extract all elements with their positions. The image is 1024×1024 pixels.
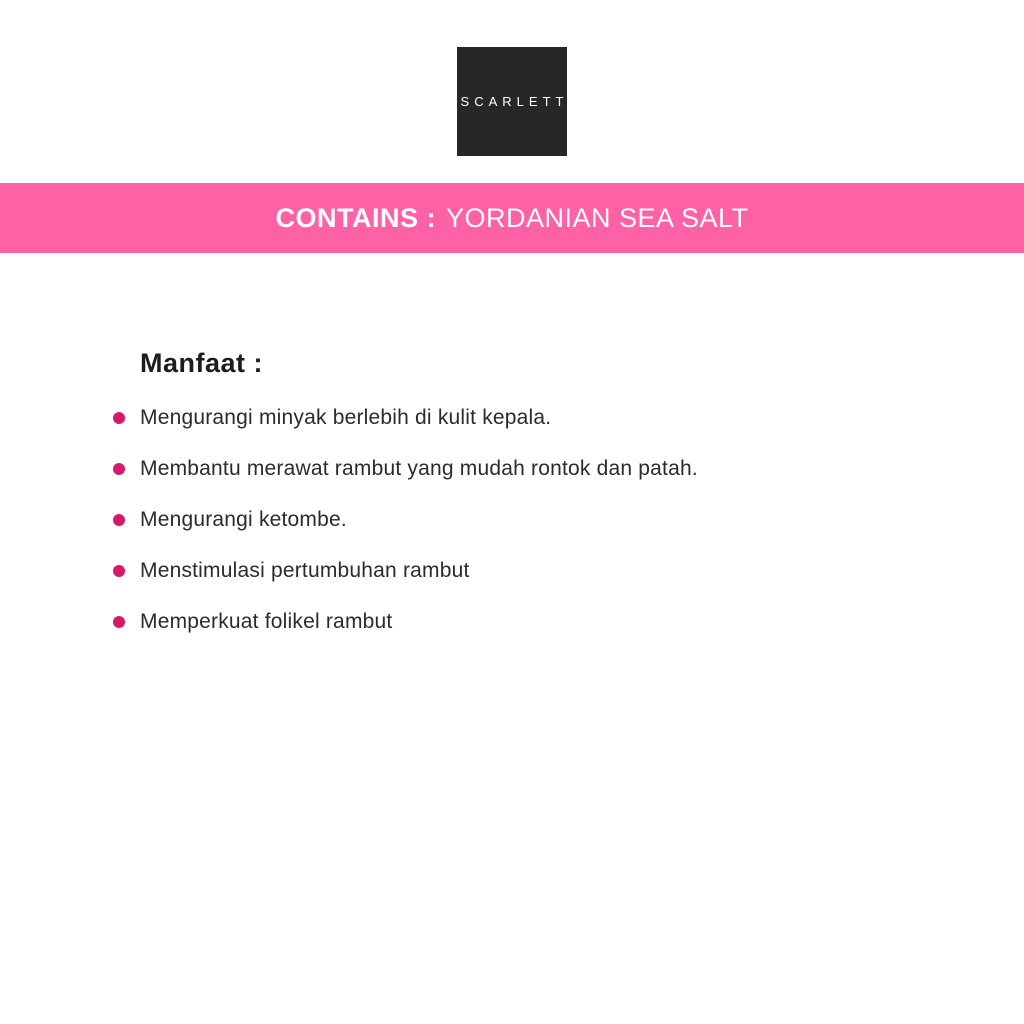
benefits-heading: Manfaat : [140,348,264,378]
benefit-text: Memperkuat folikel rambut [140,610,393,633]
list-item [113,406,698,429]
benefit-text: Membantu merawat rambut yang mudah rontok dan patah. [140,457,698,480]
brand-logo [457,47,567,156]
benefit-text: Mengurangi minyak berlebih di kulit kepala. [140,406,552,429]
contains-banner [0,183,1024,253]
brand-logo-text: SCARLETT [460,94,569,109]
bullet-dot-icon [113,616,125,628]
list-item [113,610,698,633]
list-item [113,508,698,531]
benefit-text: Menstimulasi pertumbuhan rambut [140,559,470,582]
bullet-dot-icon [113,463,125,475]
benefit-text: Mengurangi ketombe. [140,508,347,531]
benefits-list [113,406,698,661]
bullet-dot-icon [113,514,125,526]
list-item [113,457,698,480]
bullet-dot-icon [113,412,125,424]
contains-label: CONTAINS : [275,202,436,233]
list-item [113,559,698,582]
bullet-dot-icon [113,565,125,577]
contains-value: YORDANIAN SEA SALT [445,202,749,233]
